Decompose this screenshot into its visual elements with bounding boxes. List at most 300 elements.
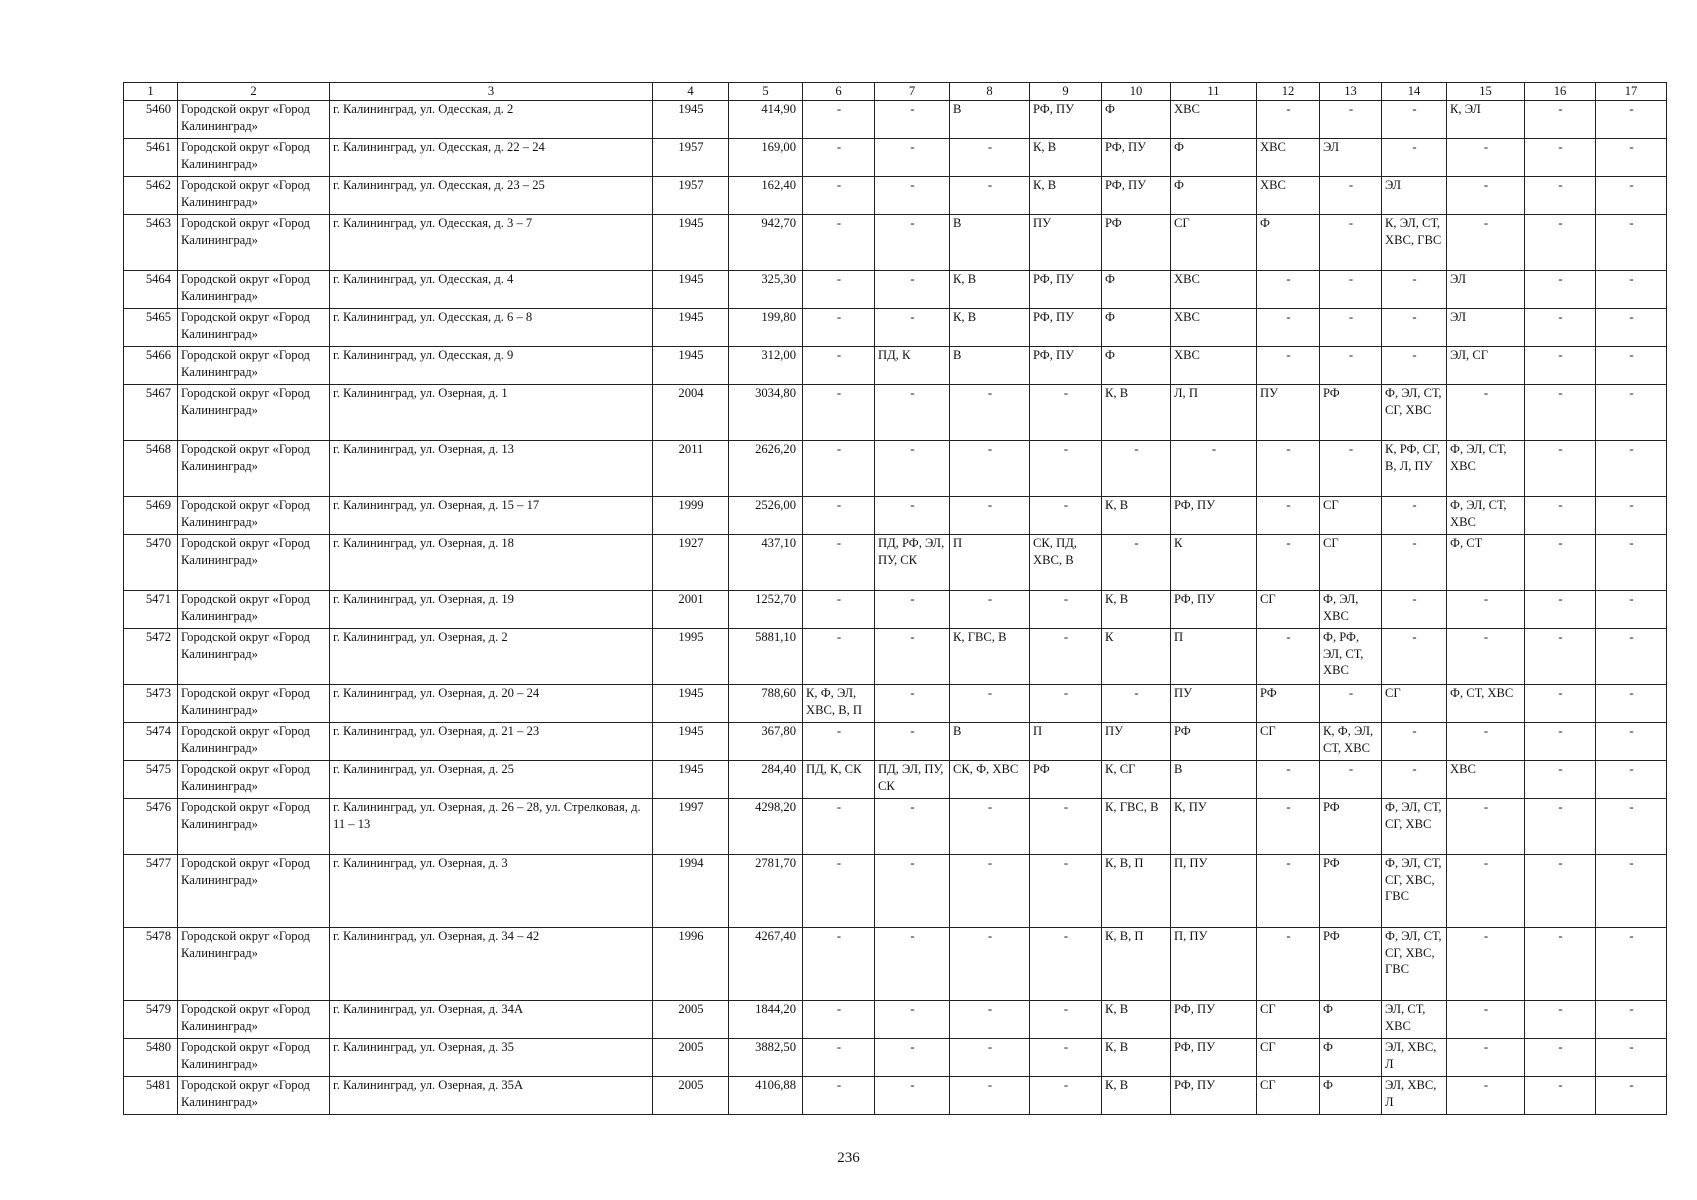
table-cell: -	[1596, 215, 1667, 271]
table-cell: 5481	[124, 1077, 178, 1115]
table-cell: -	[1596, 928, 1667, 1001]
table-cell: -	[803, 591, 875, 629]
table-cell: -	[1596, 591, 1667, 629]
table-cell: 1945	[653, 309, 729, 347]
table-cell: г. Калининград, ул. Озерная, д. 13	[330, 441, 653, 497]
table-cell: 2626,20	[729, 441, 803, 497]
table-cell: 2004	[653, 385, 729, 441]
table-cell: 5460	[124, 101, 178, 139]
table-cell: СГ	[1257, 1039, 1320, 1077]
table-cell: 1945	[653, 347, 729, 385]
table-cell: -	[1447, 799, 1525, 855]
table-cell: -	[1525, 1077, 1596, 1115]
table-cell: К, В	[1102, 1077, 1171, 1115]
table-cell: г. Калининград, ул. Одесская, д. 23 – 25	[330, 177, 653, 215]
table-cell: Городской округ «Город Калининград»	[178, 101, 330, 139]
table-cell: -	[803, 928, 875, 1001]
table-cell: 1996	[653, 928, 729, 1001]
table-row	[124, 855, 1667, 928]
table-cell: -	[803, 799, 875, 855]
table-cell: ПУ	[1030, 215, 1102, 271]
table-cell: 5463	[124, 215, 178, 271]
table-cell: 5881,10	[729, 629, 803, 685]
table-cell: -	[950, 177, 1030, 215]
table-cell: -	[1257, 271, 1320, 309]
table-cell: Городской округ «Город Калининград»	[178, 347, 330, 385]
table-cell: 1999	[653, 497, 729, 535]
table-cell: -	[1382, 497, 1447, 535]
table-cell: В	[950, 723, 1030, 761]
table-cell: -	[1102, 441, 1171, 497]
table-cell: Л, П	[1171, 385, 1257, 441]
table-cell: -	[1447, 1077, 1525, 1115]
table-cell: г. Калининград, ул. Одесская, д. 22 – 24	[330, 139, 653, 177]
table-cell: К, В	[1102, 497, 1171, 535]
table-cell: -	[1596, 799, 1667, 855]
table-cell: К, В	[950, 309, 1030, 347]
table-cell: -	[1382, 723, 1447, 761]
table-cell: Городской округ «Город Калининград»	[178, 177, 330, 215]
table-cell: -	[950, 1039, 1030, 1077]
column-header: 10	[1102, 83, 1171, 101]
table-cell: К, Ф, ЭЛ, ХВС, В, П	[803, 685, 875, 723]
table-cell: 5476	[124, 799, 178, 855]
table-cell: Ф, ЭЛ, СТ, ХВС	[1447, 497, 1525, 535]
table-cell: -	[875, 271, 950, 309]
table-cell: РФ	[1102, 215, 1171, 271]
table-cell: 5465	[124, 309, 178, 347]
table-cell: г. Калининград, ул. Озерная, д. 26 – 28, ул. Стрелковая, д. 11 – 13	[330, 799, 653, 855]
table-cell: -	[1030, 685, 1102, 723]
table-cell: РФ, ПУ	[1030, 101, 1102, 139]
table-cell: РФ	[1320, 928, 1382, 1001]
table-cell: ХВС	[1257, 139, 1320, 177]
table-cell: -	[1596, 385, 1667, 441]
table-cell: г. Калининград, ул. Озерная, д. 25	[330, 761, 653, 799]
table-cell: -	[1525, 385, 1596, 441]
table-cell: В	[950, 215, 1030, 271]
table-cell: 5473	[124, 685, 178, 723]
table-cell: ПД, ЭЛ, ПУ, СК	[875, 761, 950, 799]
table-cell: -	[875, 629, 950, 685]
table-cell: Городской округ «Город Калининград»	[178, 855, 330, 928]
table-cell: -	[950, 799, 1030, 855]
table-cell: г. Калининград, ул. Одесская, д. 6 – 8	[330, 309, 653, 347]
table-cell: -	[1447, 629, 1525, 685]
table-cell: 5474	[124, 723, 178, 761]
table-cell: -	[875, 855, 950, 928]
table-cell: г. Калининград, ул. Озерная, д. 15 – 17	[330, 497, 653, 535]
table-cell: -	[1382, 761, 1447, 799]
table-cell: -	[875, 139, 950, 177]
table-cell: Городской округ «Город Калининград»	[178, 215, 330, 271]
table-cell: Ф	[1102, 347, 1171, 385]
table-cell: К, В	[1030, 177, 1102, 215]
table-cell: ЭЛ	[1382, 177, 1447, 215]
table-cell: 284,40	[729, 761, 803, 799]
table-cell: -	[1596, 1001, 1667, 1039]
table-cell: -	[950, 928, 1030, 1001]
table-cell: 5468	[124, 441, 178, 497]
table-cell: -	[1030, 591, 1102, 629]
table-cell: РФ	[1320, 385, 1382, 441]
table-cell: Городской округ «Город Калининград»	[178, 497, 330, 535]
table-cell: -	[875, 177, 950, 215]
table-cell: -	[1320, 761, 1382, 799]
table-cell: -	[1447, 177, 1525, 215]
table-cell: В	[1171, 761, 1257, 799]
table-cell: -	[1320, 347, 1382, 385]
table-cell: П	[1171, 629, 1257, 685]
table-cell: -	[1382, 535, 1447, 591]
table-cell: -	[1171, 441, 1257, 497]
column-header: 3	[330, 83, 653, 101]
column-header: 4	[653, 83, 729, 101]
table-cell: РФ	[1171, 723, 1257, 761]
column-header: 14	[1382, 83, 1447, 101]
table-cell: ЭЛ, ХВС, Л	[1382, 1077, 1447, 1115]
table-cell: РФ, ПУ	[1102, 139, 1171, 177]
table-cell: П	[950, 535, 1030, 591]
table-cell: Городской округ «Город Калининград»	[178, 1001, 330, 1039]
table-cell: -	[1525, 591, 1596, 629]
column-header: 5	[729, 83, 803, 101]
table-row	[124, 497, 1667, 535]
table-cell: 5478	[124, 928, 178, 1001]
table-cell: К, ГВС, В	[1102, 799, 1171, 855]
table-cell: РФ, ПУ	[1171, 591, 1257, 629]
table-row	[124, 761, 1667, 799]
table-cell: -	[1320, 101, 1382, 139]
table-row	[124, 385, 1667, 441]
table-cell: -	[1382, 139, 1447, 177]
table-cell: -	[875, 385, 950, 441]
table-cell: ЭЛ, СТ, ХВС	[1382, 1001, 1447, 1039]
table-cell: 169,00	[729, 139, 803, 177]
table-cell: СГ	[1320, 497, 1382, 535]
table-row	[124, 271, 1667, 309]
table-cell: ХВС	[1171, 101, 1257, 139]
table-row	[124, 177, 1667, 215]
table-cell: -	[803, 385, 875, 441]
table-cell: ЭЛ	[1320, 139, 1382, 177]
table-cell: ЭЛ	[1447, 309, 1525, 347]
table-cell: К, В	[1102, 385, 1171, 441]
table-cell: 162,40	[729, 177, 803, 215]
table-cell: П, ПУ	[1171, 928, 1257, 1001]
table-cell: -	[875, 1077, 950, 1115]
table-cell: -	[803, 629, 875, 685]
table-cell: ХВС	[1447, 761, 1525, 799]
table-cell: 199,80	[729, 309, 803, 347]
table-cell: -	[1030, 1039, 1102, 1077]
table-cell: -	[1257, 535, 1320, 591]
table-cell: СГ	[1257, 591, 1320, 629]
table-cell: Ф, ЭЛ, ХВС	[1320, 591, 1382, 629]
table-cell: -	[950, 441, 1030, 497]
table-cell: г. Калининград, ул. Озерная, д. 3	[330, 855, 653, 928]
table-cell: СГ	[1257, 723, 1320, 761]
table-cell: -	[1030, 629, 1102, 685]
table-cell: ПУ	[1257, 385, 1320, 441]
table-cell: 2005	[653, 1001, 729, 1039]
table-cell: -	[875, 799, 950, 855]
table-cell: -	[1382, 101, 1447, 139]
column-header: 12	[1257, 83, 1320, 101]
table-cell: -	[1030, 799, 1102, 855]
table-cell: -	[1030, 928, 1102, 1001]
table-cell: Городской округ «Город Калининград»	[178, 723, 330, 761]
table-cell: РФ, ПУ	[1171, 1077, 1257, 1115]
table-cell: -	[1382, 309, 1447, 347]
table-cell: -	[875, 215, 950, 271]
table-cell: К, В	[1102, 1039, 1171, 1077]
table-cell: Ф, СТ	[1447, 535, 1525, 591]
column-header: 1	[124, 83, 178, 101]
table-cell: -	[803, 309, 875, 347]
table-cell: -	[950, 1077, 1030, 1115]
table-cell: -	[1030, 385, 1102, 441]
table-cell: -	[1257, 309, 1320, 347]
table-cell: -	[1320, 441, 1382, 497]
table-cell: СГ	[1257, 1001, 1320, 1039]
table-cell: -	[950, 685, 1030, 723]
table-cell: -	[1525, 215, 1596, 271]
table-cell: -	[1596, 271, 1667, 309]
table-cell: Ф	[1102, 101, 1171, 139]
table-cell: СГ	[1171, 215, 1257, 271]
table-cell: -	[1525, 799, 1596, 855]
table-cell: ХВС	[1171, 271, 1257, 309]
table-cell: -	[803, 723, 875, 761]
table-row	[124, 1039, 1667, 1077]
table-cell: РФ	[1257, 685, 1320, 723]
table-cell: Ф	[1257, 215, 1320, 271]
table-cell: -	[1320, 271, 1382, 309]
table-cell: -	[1030, 497, 1102, 535]
table-cell: ПУ	[1171, 685, 1257, 723]
table-cell: РФ	[1320, 855, 1382, 928]
table-cell: Ф	[1320, 1001, 1382, 1039]
table-cell: -	[1447, 1039, 1525, 1077]
table-cell: П, ПУ	[1171, 855, 1257, 928]
table-cell: -	[1596, 629, 1667, 685]
table-cell: -	[803, 497, 875, 535]
table-row	[124, 723, 1667, 761]
column-header: 2	[178, 83, 330, 101]
table-cell: -	[1596, 497, 1667, 535]
table-cell: -	[1525, 629, 1596, 685]
table-cell: 5462	[124, 177, 178, 215]
table-cell: -	[1447, 591, 1525, 629]
table-cell: РФ, ПУ	[1171, 497, 1257, 535]
table-cell: Городской округ «Город Калининград»	[178, 761, 330, 799]
table-cell: К, СГ	[1102, 761, 1171, 799]
table-cell: Ф	[1171, 177, 1257, 215]
table-cell: -	[1447, 1001, 1525, 1039]
table-row	[124, 1001, 1667, 1039]
table-cell: К	[1171, 535, 1257, 591]
table-row	[124, 441, 1667, 497]
table-cell: -	[1447, 215, 1525, 271]
table-cell: -	[1320, 215, 1382, 271]
table-cell: 1927	[653, 535, 729, 591]
table-cell: Ф	[1102, 271, 1171, 309]
table-cell: -	[803, 139, 875, 177]
table-row	[124, 799, 1667, 855]
table-cell: 3034,80	[729, 385, 803, 441]
table-cell: -	[803, 1039, 875, 1077]
table-cell: -	[803, 855, 875, 928]
table-cell: -	[803, 215, 875, 271]
table-cell: 367,80	[729, 723, 803, 761]
table-cell: -	[950, 139, 1030, 177]
table-cell: Городской округ «Город Калининград»	[178, 1077, 330, 1115]
column-header: 7	[875, 83, 950, 101]
table-cell: -	[1447, 385, 1525, 441]
table-cell: -	[875, 685, 950, 723]
table-cell: ХВС	[1171, 347, 1257, 385]
table-cell: Городской округ «Город Калининград»	[178, 928, 330, 1001]
table-cell: -	[1596, 347, 1667, 385]
table-cell: -	[1596, 535, 1667, 591]
table-cell: -	[803, 271, 875, 309]
table-cell: 5479	[124, 1001, 178, 1039]
table-cell: 5477	[124, 855, 178, 928]
table-cell: 2526,00	[729, 497, 803, 535]
table-cell: г. Калининград, ул. Озерная, д. 19	[330, 591, 653, 629]
table-cell: -	[1320, 177, 1382, 215]
table-cell: 1252,70	[729, 591, 803, 629]
table-cell: -	[1257, 101, 1320, 139]
table-row	[124, 591, 1667, 629]
table-cell: 5472	[124, 629, 178, 685]
column-header: 16	[1525, 83, 1596, 101]
table-body	[124, 83, 1667, 1115]
column-header: 8	[950, 83, 1030, 101]
table-cell: В	[950, 347, 1030, 385]
table-cell: г. Калининград, ул. Одесская, д. 4	[330, 271, 653, 309]
table-cell: 2011	[653, 441, 729, 497]
table-cell: -	[803, 441, 875, 497]
table-cell: 2781,70	[729, 855, 803, 928]
table-cell: -	[950, 497, 1030, 535]
table-cell: г. Калининград, ул. Одесская, д. 2	[330, 101, 653, 139]
table-cell: Ф, ЭЛ, СТ, СГ, ХВС	[1382, 799, 1447, 855]
table-cell: 1945	[653, 215, 729, 271]
table-cell: К, ЭЛ	[1447, 101, 1525, 139]
table-cell: -	[1525, 309, 1596, 347]
table-cell: -	[1596, 101, 1667, 139]
table-cell: 1945	[653, 685, 729, 723]
table-cell: -	[1596, 685, 1667, 723]
column-header: 6	[803, 83, 875, 101]
table-cell: -	[1525, 1039, 1596, 1077]
table-cell: 1995	[653, 629, 729, 685]
table-cell: -	[1525, 441, 1596, 497]
table-cell: -	[875, 928, 950, 1001]
table-cell: -	[803, 1077, 875, 1115]
table-cell: 1844,20	[729, 1001, 803, 1039]
table-row	[124, 215, 1667, 271]
table-cell: -	[950, 385, 1030, 441]
table-cell: -	[875, 591, 950, 629]
table-row	[124, 685, 1667, 723]
column-header: 15	[1447, 83, 1525, 101]
table-cell: -	[1525, 347, 1596, 385]
table-cell: -	[1382, 347, 1447, 385]
table-cell: ЭЛ, СГ	[1447, 347, 1525, 385]
table-cell: 437,10	[729, 535, 803, 591]
table-cell: -	[803, 101, 875, 139]
table-cell: К, ГВС, В	[950, 629, 1030, 685]
table-cell: -	[1102, 535, 1171, 591]
table-cell: 788,60	[729, 685, 803, 723]
table-cell: К, Ф, ЭЛ, СТ, ХВС	[1320, 723, 1382, 761]
table-cell: -	[1525, 535, 1596, 591]
table-cell: Городской округ «Город Калининград»	[178, 271, 330, 309]
table-cell: -	[875, 441, 950, 497]
table-cell: К, В	[1102, 1001, 1171, 1039]
table-cell: -	[1257, 497, 1320, 535]
table-cell: Ф	[1320, 1077, 1382, 1115]
table-row	[124, 535, 1667, 591]
table-cell: К, ПУ	[1171, 799, 1257, 855]
table-cell: -	[1382, 271, 1447, 309]
table-cell: 4298,20	[729, 799, 803, 855]
table-cell: г. Калининград, ул. Озерная, д. 34 – 42	[330, 928, 653, 1001]
table-cell: РФ, ПУ	[1171, 1039, 1257, 1077]
table-cell: Ф	[1102, 309, 1171, 347]
table-cell: 4267,40	[729, 928, 803, 1001]
table-cell: Городской округ «Город Калининград»	[178, 535, 330, 591]
table-cell: -	[1320, 309, 1382, 347]
table-cell: г. Калининград, ул. Озерная, д. 1	[330, 385, 653, 441]
table-cell: -	[950, 591, 1030, 629]
table-cell: г. Калининград, ул. Озерная, д. 35А	[330, 1077, 653, 1115]
table-cell: СК, ПД, ХВС, В	[1030, 535, 1102, 591]
table-cell: 3882,50	[729, 1039, 803, 1077]
table-cell: РФ, ПУ	[1102, 177, 1171, 215]
table-cell: г. Калининград, ул. Одесская, д. 3 – 7	[330, 215, 653, 271]
table-cell: Городской округ «Город Калининград»	[178, 799, 330, 855]
table-cell: -	[875, 101, 950, 139]
table-cell: -	[803, 1001, 875, 1039]
table-cell: -	[1030, 1077, 1102, 1115]
table-cell: Городской округ «Город Калининград»	[178, 385, 330, 441]
table-cell: 5469	[124, 497, 178, 535]
table-cell: К, РФ, СГ, В, Л, ПУ	[1382, 441, 1447, 497]
table-cell: г. Калининград, ул. Озерная, д. 18	[330, 535, 653, 591]
table-cell: Городской округ «Город Калининград»	[178, 139, 330, 177]
table-cell: -	[1596, 139, 1667, 177]
table-cell: г. Калининград, ул. Озерная, д. 20 – 24	[330, 685, 653, 723]
table-cell: 1997	[653, 799, 729, 855]
table-cell: -	[1596, 441, 1667, 497]
table-cell: -	[1596, 309, 1667, 347]
table-cell: -	[875, 497, 950, 535]
table-cell: 5466	[124, 347, 178, 385]
table-cell: -	[1525, 101, 1596, 139]
table-cell: -	[1320, 685, 1382, 723]
table-cell: К, В, П	[1102, 855, 1171, 928]
table-cell: 1945	[653, 761, 729, 799]
table-cell: г. Калининград, ул. Озерная, д. 34А	[330, 1001, 653, 1039]
table-cell: -	[1525, 723, 1596, 761]
table-cell: -	[1525, 855, 1596, 928]
table-cell: -	[1257, 928, 1320, 1001]
table-row	[124, 347, 1667, 385]
